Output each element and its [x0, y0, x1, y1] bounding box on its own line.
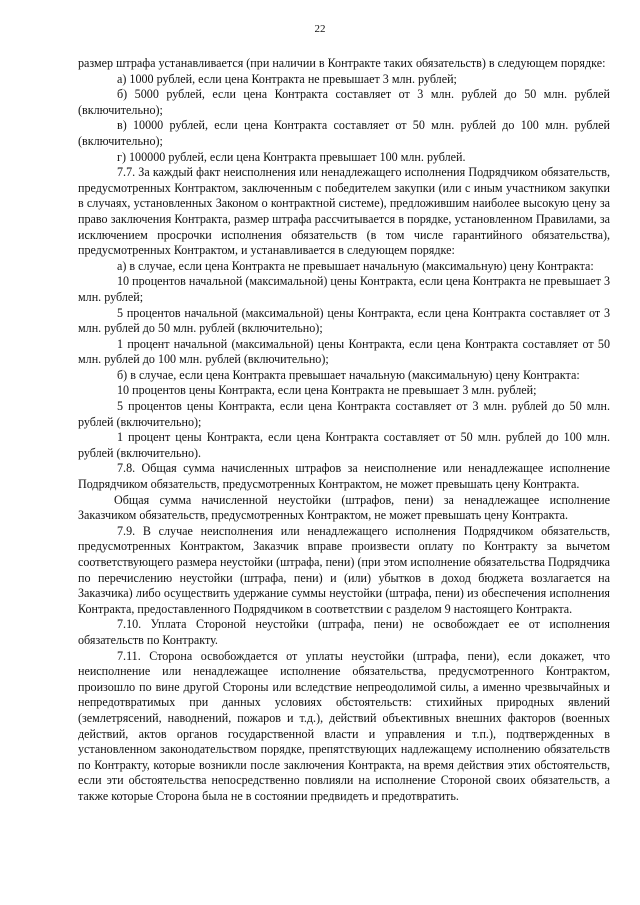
paragraph: 7.7. За каждый факт неисполнения или ненадлежащего исполнения Подрядчиком обязательств, предусмотренных Контрактом, заключенным с победителем закупки (или с иным участником закупки в случаях, установленных Законом о контрактной системе), предложившим наиболее высокую цену за право заключения Контракта, размер штрафа рассчитывается в порядке, установленном Правилами, за исключением просрочки исполнения обязательств (в том числе гарантийного обязательства), предусмотренных Контрактом, и устанавливается в следующем порядке:	[78, 165, 610, 258]
paragraph: Общая сумма начисленной неустойки (штрафов, пени) за ненадлежащее исполнение Заказчиком обязательств, предусмотренных Контрактом, не может превышать цену Контракта.	[78, 492, 610, 523]
paragraph: 5 процентов начальной (максимальной) цены Контракта, если цена Контракта составляет от 3 млн. рублей до 50 млн. рублей (включительно);	[78, 305, 610, 336]
paragraph: 7.8. Общая сумма начисленных штрафов за неисполнение или ненадлежащее исполнение Подрядчиком обязательств, предусмотренных Контрактом, не может превышать цену Контракта.	[78, 461, 610, 492]
paragraph: в) 10000 рублей, если цена Контракта составляет от 50 млн. рублей до 100 млн. рублей (включительно);	[78, 118, 610, 148]
paragraph: размер штрафа устанавливается (при наличии в Контракте таких обязательств) в следующем порядке:	[78, 56, 606, 70]
paragraph: 10 процентов начальной (максимальной) цены Контракта, если цена Контракта не превышает 3 млн. рублей;	[78, 274, 610, 304]
paragraph: 7.9. В случае неисполнения или ненадлежащего исполнения Подрядчиком обязательств, предусмотренных Контрактом, Заказчик вправе произвести оплату по Контракту за вычетом соответствующего размера неустойки (штрафа, пени) (при этом исполнение обязательства Подрядчика по перечислению неустойки (штрафа, пени) и (или) убытков в доход бюджета возлагается на Заказчика) либо осуществить удержание суммы неустойки (штрафа, пени) из обеспечения исполнения Контракта, предоставленного Подрядчиком в соответствии с разделом 9 настоящего Контракта.	[78, 523, 610, 616]
paragraph: 1 процент начальной (максимальной) цены Контракта, если цена Контракта составляет от 50 млн. рублей до 100 млн. рублей (включительно);	[78, 336, 610, 367]
paragraph: 7.11. Сторона освобождается от уплаты неустойки (штрафа, пени), если докажет, что неисполнение или ненадлежащее исполнение обязательства, предусмотренного Контрактом, произошло по вине другой Стороны или вследствие непреодолимой силы, а именно чрезвычайных и непредотвратимых при данных условиях обстоятельств: стихийных природных явлений (землетрясений, наводнений, пожаров и т.д.), действий объективных внешних факторов (военных действий, актов органов государственной власти и управления и т.п.), подтвержденных в установленном законодательством порядке, препятствующих надлежащему исполнению обязательств по Контракту, которые возникли после заключения Контракта, на время действия этих обстоятельств, если эти обстоятельства непосредственно повлияли на исполнение Стороной своих обязательств, а также которые Сторона была не в состоянии предвидеть и предотвратить.	[78, 648, 610, 803]
paragraph: 7.10. Уплата Стороной неустойки (штрафа, пени) не освобождает ее от исполнения обязательств по Контракту.	[78, 617, 610, 647]
paragraph: 5 процентов цены Контракта, если цена Контракта составляет от 3 млн. рублей до 50 млн. рублей (включительно);	[78, 399, 610, 429]
paragraph: 10 процентов цены Контракта, если цена Контракта не превышает 3 млн. рублей;	[117, 383, 537, 398]
paragraph: г) 100000 рублей, если цена Контракта превышает 100 млн. рублей.	[117, 149, 466, 164]
paragraph: а) в случае, если цена Контракта не превышает начальную (максимальную) цену Контракта:	[117, 258, 594, 273]
paragraph: 1 процент цены Контракта, если цена Контракта составляет от 50 млн. рублей до 100 млн. рублей (включительно).	[78, 430, 610, 460]
paragraph: а) 1000 рублей, если цена Контракта не превышает 3 млн. рублей;	[117, 71, 457, 86]
document-body	[78, 56, 610, 805]
page-number: 22	[314, 23, 326, 35]
paragraph: б) 5000 рублей, если цена Контракта составляет от 3 млн. рублей до 50 млн. рублей (включительно);	[78, 87, 610, 117]
paragraph: б) в случае, если цена Контракта превышает начальную (максимальную) цену Контракта:	[117, 367, 580, 382]
